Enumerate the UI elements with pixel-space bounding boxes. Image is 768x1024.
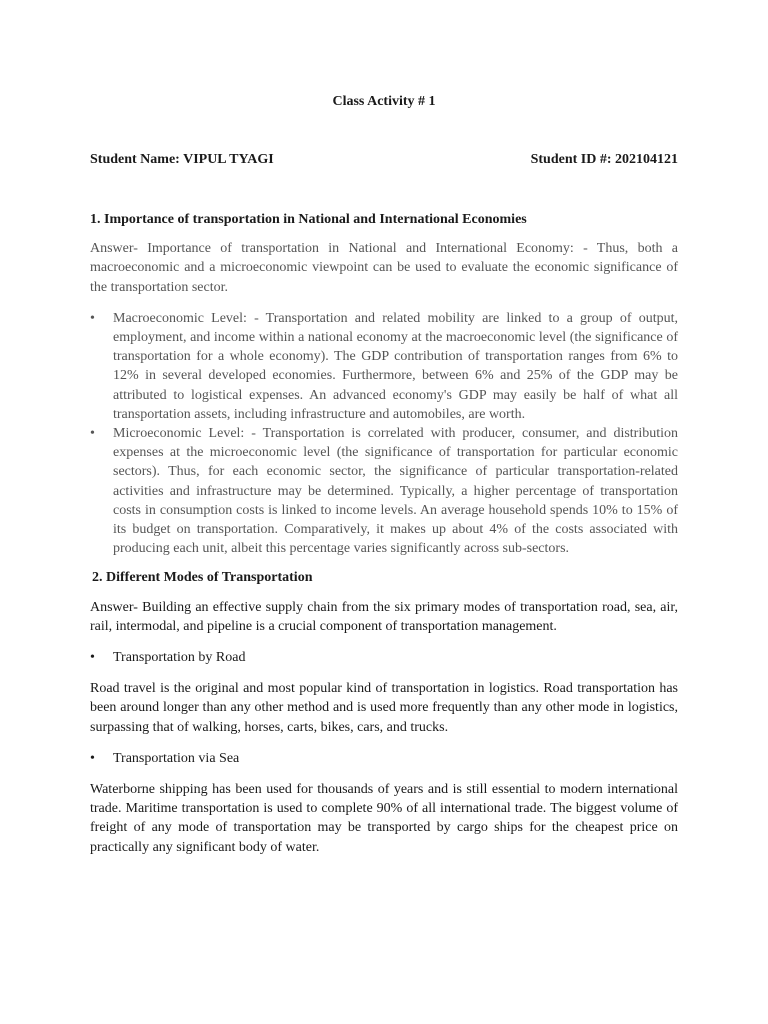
bullet-text-microeconomic: Microeconomic Level: - Transportation is correlated with producer, consumer, and distribution expenses at the microeconomic level (the significance of transportation for particular economic sectors). Thus, for each economic sector, the significance of particular transportation-related activities and infrastructure may be determined. Typically, a higher percentage of transportation costs in consumption costs is linked to income levels. An average household spends 10% to 15% of its budget on transportation. Comparatively, it makes up about 4% of the costs associated with producing each unit, albeit this percentage varies significantly across sub-sectors.: [113, 426, 678, 557]
section-1-heading: 1. Importance of transportation in National and International Economies: [90, 212, 527, 227]
bullet-icon: •: [90, 310, 95, 326]
bullet-icon: •: [90, 650, 95, 666]
student-id: Student ID #: 202104121: [530, 152, 678, 167]
section-1-bullet-list: [90, 309, 678, 559]
document-body: [90, 210, 678, 869]
section-2-answer: Answer- Building an effective supply chain from the six primary modes of transportation road, sea, air, rail, intermodal, and pipeline is a crucial component of transportation management.: [90, 599, 678, 634]
bullet-icon: •: [90, 426, 95, 442]
section-1-answer: Answer- Importance of transportation in National and International Economy: - Thus, both a macroeconomic and a microeconomic viewpoint can be used to evaluate the economic significance of the transportation sector.: [90, 241, 678, 295]
list-item: [90, 749, 678, 768]
list-item: [90, 424, 678, 558]
bullet-text-macroeconomic: Macroeconomic Level: - Transportation and related mobility are linked to a group of output, employment, and income within a national economy at the macroeconomic level (the significance of transportation for a whole economy). The GDP contribution of transportation ranges from 6% to 12% in several developed economies. Furthermore, between 6% and 25% of the GDP may be attributed to logistical expenses. An advanced economy's GDP may easily be half of what all transportation assets, including infrastructure and automobiles, are worth.: [113, 310, 678, 422]
sea-paragraph: Waterborne shipping has been used for thousands of years and is still essential to modern international trade. Maritime transportation is used to complete 90% of all international trade. The biggest volume of freight of any mode of transportation may be transported by cargo ships for the cheapest price on practically any significant body of water.: [90, 782, 678, 855]
list-item: [90, 309, 678, 424]
section-2-heading: 2. Different Modes of Transportation: [92, 570, 313, 586]
student-name: Student Name: VIPUL TYAGI: [90, 152, 274, 167]
road-paragraph: Road travel is the original and most popular kind of transportation in logistics. Road transportation has been around longer than any other method and is used more frequently than any other mode in logistics, surpassing that of walking, horses, carts, bikes, cars, and trucks.: [90, 681, 678, 735]
page-title: Class Activity # 1: [332, 94, 436, 109]
list-item: [90, 648, 678, 667]
sea-bullet-text: Transportation via Sea: [113, 750, 240, 766]
road-bullet-list: [90, 648, 678, 667]
sea-bullet-list: [90, 749, 678, 768]
bullet-icon: •: [90, 750, 95, 766]
road-bullet-text: Transportation by Road: [113, 650, 246, 666]
